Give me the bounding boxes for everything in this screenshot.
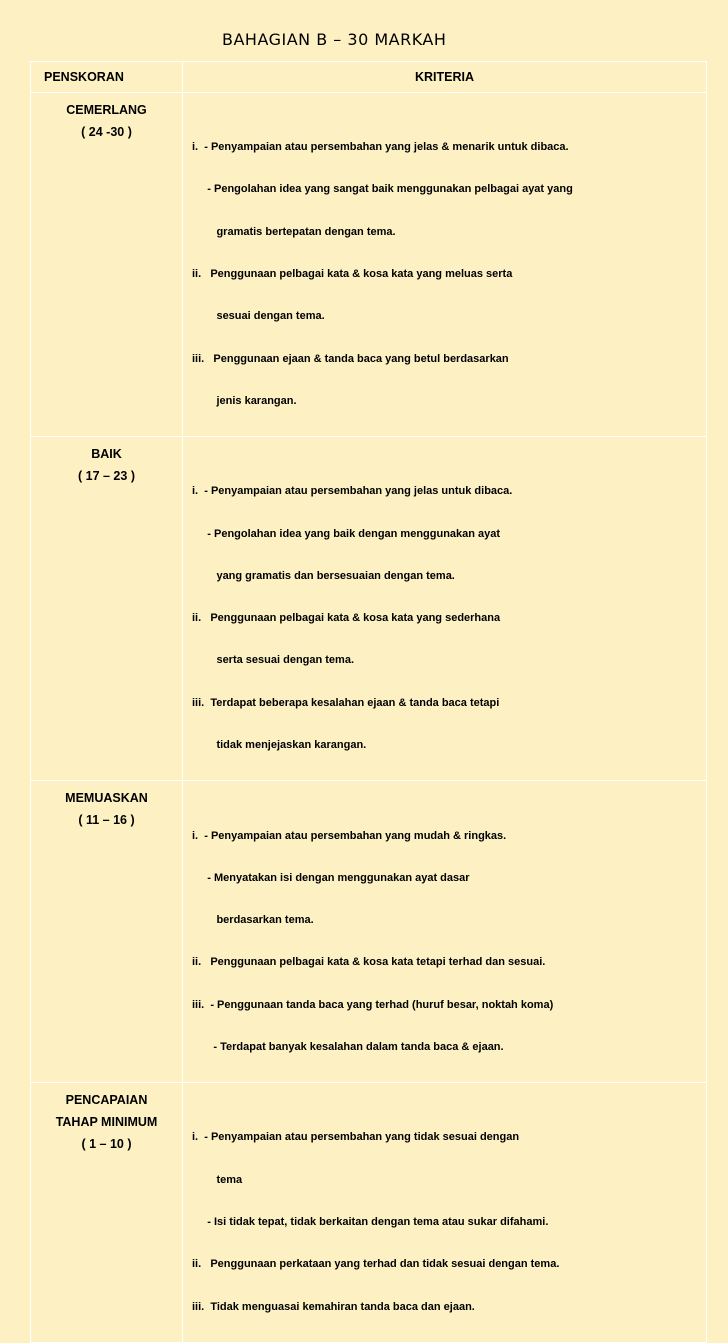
score-band-name: PENCAPAIAN xyxy=(65,1093,148,1108)
table-row xyxy=(31,781,707,1083)
score-band-name: TAHAP MINIMUM xyxy=(55,1115,158,1130)
table-row xyxy=(31,437,707,781)
score-cell xyxy=(31,437,183,781)
score-range: ( 1 – 10 ) xyxy=(81,1137,132,1152)
criteria-line: berdasarkan tema. xyxy=(192,914,314,927)
criteria-cell xyxy=(183,781,707,1083)
table-row xyxy=(31,1083,707,1343)
table-row xyxy=(31,93,707,437)
criteria-line: i. - Penyampaian atau persembahan yang mudah & ringkas. xyxy=(192,829,507,842)
criteria-line: i. - Penyampaian atau persembahan yang jelas untuk dibaca. xyxy=(192,485,513,498)
criteria-line: ii. Penggunaan perkataan yang terhad dan tidak sesuai dengan tema. xyxy=(192,1258,560,1271)
criteria-line: yang gramatis dan bersesuaian dengan tema. xyxy=(192,569,455,582)
criteria-line: ii. Penggunaan pelbagai kata & kosa kata yang meluas serta xyxy=(192,268,513,281)
criteria-line: - Isi tidak tepat, tidak berkaitan dengan tema atau sukar difahami. xyxy=(192,1215,549,1228)
criteria-cell xyxy=(183,1083,707,1343)
criteria-line: ii. Penggunaan pelbagai kata & kosa kata yang sederhana xyxy=(192,612,501,625)
criteria-line: gramatis bertepatan dengan tema. xyxy=(192,225,396,238)
criteria-line: iii. Tidak menguasai kemahiran tanda baca dan ejaan. xyxy=(192,1300,475,1313)
criteria-line: serta sesuai dengan tema. xyxy=(192,654,355,667)
criteria-line: - Pengolahan idea yang sangat baik menggunakan pelbagai ayat yang xyxy=(192,183,573,196)
criteria-line: tema xyxy=(192,1173,243,1186)
criteria-line: ii. Penggunaan pelbagai kata & kosa kata tetapi terhad dan sesuai. xyxy=(192,956,546,969)
criteria-line: i. - Penyampaian atau persembahan yang tidak sesuai dengan xyxy=(192,1131,520,1144)
score-band-name: BAIK xyxy=(91,447,122,462)
score-cell xyxy=(31,1083,183,1343)
header-penskoran: PENSKORAN xyxy=(31,62,183,93)
score-range: ( 24 -30 ) xyxy=(81,125,132,139)
criteria-line: - Pengolahan idea yang baik dengan menggunakan ayat xyxy=(192,527,501,540)
criteria-line: iii. Penggunaan ejaan & tanda baca yang betul berdasarkan xyxy=(192,352,509,365)
criteria-line: jenis karangan. xyxy=(192,394,297,407)
score-range: ( 11 – 16 ) xyxy=(78,813,135,828)
criteria-line: - Terdapat banyak kesalahan dalam tanda baca & ejaan. xyxy=(192,1040,504,1053)
header-kriteria: KRITERIA xyxy=(183,62,707,93)
criteria-cell xyxy=(183,437,707,781)
criteria-line: tidak menjejaskan karangan. xyxy=(192,739,367,752)
criteria-line: - Menyatakan isi dengan menggunakan ayat dasar xyxy=(192,871,470,884)
rubric-table xyxy=(30,61,707,1343)
criteria-cell xyxy=(183,93,707,437)
page-title: BAHAGIAN B – 30 MARKAH xyxy=(222,30,447,49)
criteria-line: iii. Terdapat beberapa kesalahan ejaan & tanda baca tetapi xyxy=(192,696,500,709)
table-header-row xyxy=(31,62,707,93)
criteria-line: i. - Penyampaian atau persembahan yang jelas & menarik untuk dibaca. xyxy=(192,141,569,154)
score-band-name: CEMERLANG xyxy=(66,103,147,117)
score-cell xyxy=(31,93,183,437)
criteria-line: iii. - Penggunaan tanda baca yang terhad (huruf besar, noktah koma) xyxy=(192,998,554,1011)
score-cell xyxy=(31,781,183,1083)
score-band-name: MEMUASKAN xyxy=(65,791,148,806)
score-range: ( 17 – 23 ) xyxy=(78,469,135,484)
criteria-line: sesuai dengan tema. xyxy=(192,310,325,323)
